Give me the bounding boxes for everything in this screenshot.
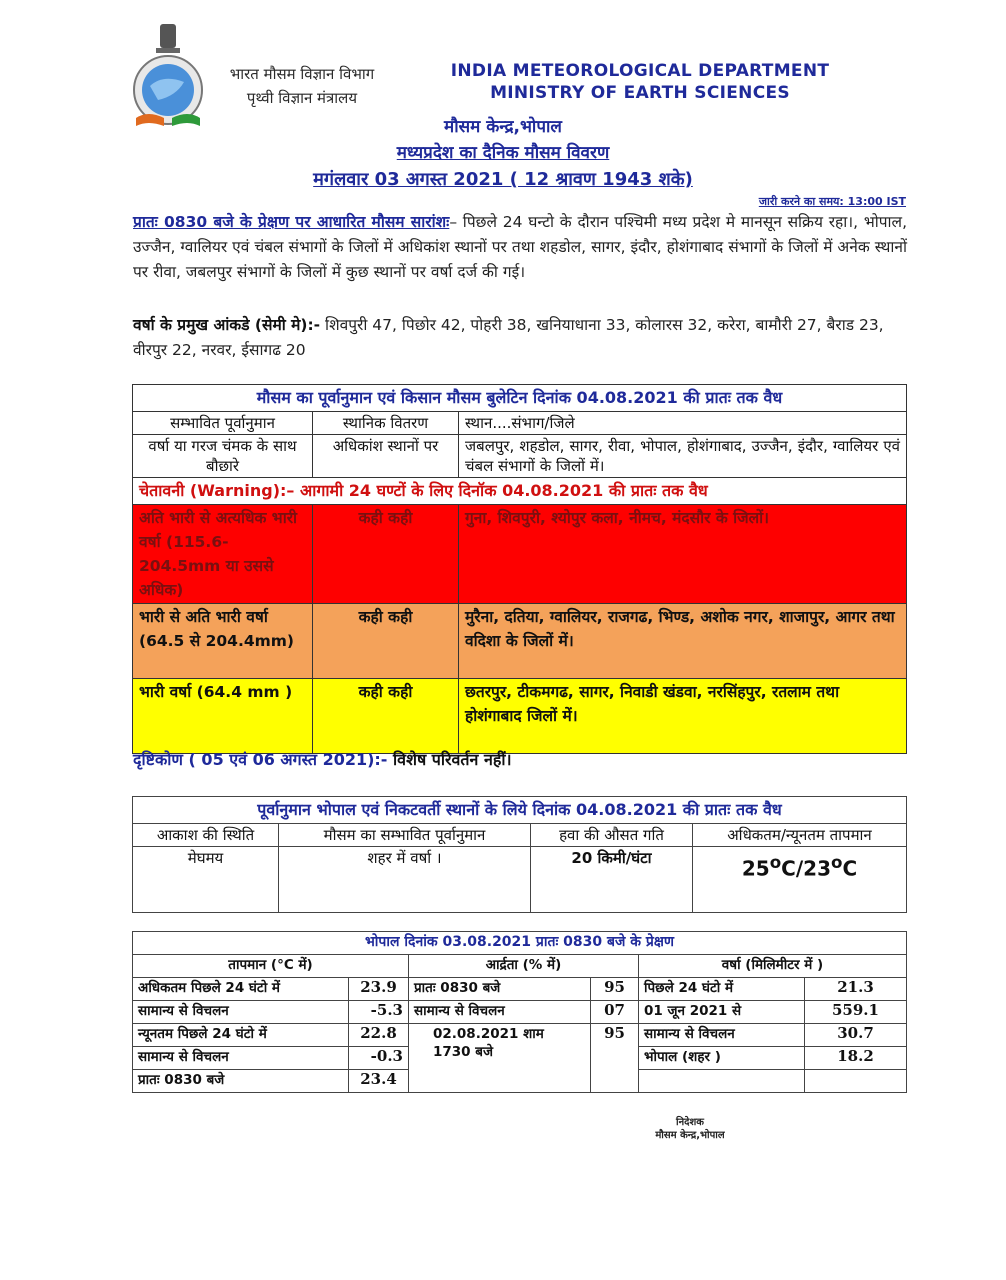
temp-unit: C bbox=[842, 856, 858, 881]
humidity-label: प्रातः 0830 बजे bbox=[409, 978, 591, 1001]
bhopal-forecast-title: पूर्वानुमान भोपाल एवं निकटवर्ती स्थानों के लिये दिनांक 04.08.2021 की प्रातः तक वैध bbox=[133, 797, 907, 824]
ministry-english: MINISTRY OF EARTH SCIENCES bbox=[490, 83, 790, 103]
warning-districts: छतरपुर, टीकमगढ, सागर, निवाडी खंडवा, नरसिंहपुर, रतलाम तथा होशंगाबाद जिलों में। bbox=[459, 679, 907, 754]
column-header: अधिकतम/न्यूनतम तापमान bbox=[693, 824, 907, 847]
forecast-warning-table bbox=[132, 384, 907, 754]
column-header: मौसम का सम्भावित पूर्वानुमान bbox=[279, 824, 531, 847]
dept-name-english bbox=[420, 60, 860, 104]
humidity-value: 95 bbox=[591, 978, 639, 1001]
forecast-table-title: मौसम का पूर्वानुमान एवं किसान मौसम बुलेटिन दिनांक 04.08.2021 की प्रातः तक वैध bbox=[133, 385, 907, 412]
rainfall-label: वर्षा के प्रमुख आंकडे (सेमी मे):- bbox=[133, 316, 321, 334]
rain-label: सामान्य से विचलन bbox=[639, 1024, 805, 1047]
humidity-value: 07 bbox=[591, 1001, 639, 1024]
min-temp: 23 bbox=[803, 856, 831, 881]
outlook-label: दृष्टिकोण ( 05 एवं 06 अगस्त 2021):- bbox=[133, 750, 388, 769]
warning-districts: मुरैना, दतिया, ग्वालियर, राजगढ, भिण्ड, अशोक नगर, शाजापुर, आगर तथा वदिशा के जिलों में। bbox=[459, 604, 907, 679]
report-title: मध्यप्रदेश का दैनिक मौसम विवरण bbox=[396, 143, 610, 163]
forecast-places: जबलपुर, शहडोल, सागर, रीवा, भोपाल, होशंगाबाद, उज्जैन, इंदौर, ग्वालियर एवं चंबल संभागों के जिलों में। bbox=[459, 435, 907, 478]
warning-row-red bbox=[133, 505, 907, 604]
humidity-label: सामान्य से विचलन bbox=[409, 1001, 591, 1024]
signature-block bbox=[610, 1116, 770, 1142]
rainfall-text: शिवपुरी 47, पिछोर 42, पोहरी 38, खनियाधाना 33, कोलारस 32, करेरा, बामौरी 27, बैराड 23, वीरपुर 22, नरवर, ईसागढ 20 bbox=[133, 316, 884, 359]
warning-category: भारी से अति भारी वर्षा (64.5 से 204.4mm) bbox=[133, 604, 313, 679]
rainfall-header: वर्षा (मिलिमीटर में ) bbox=[639, 955, 907, 978]
dept-english: INDIA METEOROLOGICAL DEPARTMENT bbox=[450, 61, 830, 81]
report-date: मगंलवार 03 अगस्त 2021 ( 12 श्रावण 1943 शके) bbox=[313, 169, 693, 190]
max-temp: 25 bbox=[741, 856, 770, 881]
issue-time: जारी करने का समय: 13:00 IST bbox=[758, 195, 906, 208]
rainfall-highlights bbox=[133, 313, 907, 363]
rain-label: पिछले 24 घंटो में bbox=[639, 978, 805, 1001]
forecast-distribution: अधिकांश स्थानों पर bbox=[313, 435, 459, 478]
outlook bbox=[133, 748, 512, 770]
dept-hindi: भारत मौसम विज्ञान विभाग bbox=[229, 65, 375, 83]
temp-value: 22.8 bbox=[349, 1024, 409, 1047]
humidity-value: 95 bbox=[591, 1024, 639, 1093]
summary-label: प्रातः 0830 बजे के प्रेक्षण पर आधारित मौसम सारांशः bbox=[133, 213, 450, 231]
signature-title: निदेशक bbox=[676, 1117, 704, 1128]
observations-title: भोपाल दिनांक 03.08.2021 प्रातः 0830 बजे के प्रेक्षण bbox=[133, 932, 907, 955]
ministry-hindi: पृथ्वी विज्ञान मंत्रालय bbox=[246, 89, 358, 107]
observations-table bbox=[132, 931, 907, 1093]
warning-distribution: कही कही bbox=[313, 604, 459, 679]
temp-label: प्रातः 0830 बजे bbox=[133, 1070, 349, 1093]
column-header: हवा की औसत गति bbox=[531, 824, 693, 847]
temp-label: न्यूनतम पिछले 24 घंटो में bbox=[133, 1024, 349, 1047]
empty-cell bbox=[639, 1070, 805, 1093]
humidity-label: 02.08.2021 शाम 1730 बजे bbox=[409, 1024, 591, 1093]
dept-name-hindi bbox=[218, 62, 386, 110]
temp-value: 23.9 bbox=[349, 978, 409, 1001]
signature-office: मौसम केन्द्र,भोपाल bbox=[655, 1130, 725, 1141]
warning-category: अति भारी से अत्यधिक भारी वर्षा (115.6-204.5mm या उससे अधिक) bbox=[133, 505, 313, 604]
forecast-type: वर्षा या गरज चंमक के साथ बौछारे bbox=[133, 435, 313, 478]
warning-category: भारी वर्षा (64.4 mm ) bbox=[133, 679, 313, 754]
weather-summary bbox=[133, 210, 907, 285]
temp-value: -5.3 bbox=[349, 1001, 409, 1024]
weather-forecast: शहर में वर्षा । bbox=[279, 847, 531, 913]
warning-distribution: कही कही bbox=[313, 505, 459, 604]
rain-value: 559.1 bbox=[805, 1001, 907, 1024]
rain-value: 21.3 bbox=[805, 978, 907, 1001]
rain-value: 18.2 bbox=[805, 1047, 907, 1070]
wind-speed: 20 किमी/घंटा bbox=[531, 847, 693, 913]
column-header: स्थान....संभाग/जिले bbox=[459, 412, 907, 435]
temp-unit: C bbox=[781, 856, 796, 881]
column-header: आकाश की स्थिति bbox=[133, 824, 279, 847]
humidity-header: आर्द्रता (% में) bbox=[409, 955, 639, 978]
warning-title: चेतावनी (Warning):– आगामी 24 घण्टों के लिए दिनॉक 04.08.2021 की प्रातः तक वैध bbox=[133, 478, 907, 505]
rain-label: 01 जून 2021 से bbox=[639, 1001, 805, 1024]
warning-row-yellow bbox=[133, 679, 907, 754]
column-header: सम्भावित पूर्वानुमान bbox=[133, 412, 313, 435]
rain-label: भोपाल (शहर ) bbox=[639, 1047, 805, 1070]
temp-label: सामान्य से विचलन bbox=[133, 1001, 349, 1024]
max-min-temp: 25$^o$C/23$^o$C bbox=[693, 847, 907, 913]
empty-cell bbox=[805, 1070, 907, 1093]
outlook-text: विशेष परिवर्तन नहीं। bbox=[387, 750, 512, 769]
sky-condition: मेघमय bbox=[133, 847, 279, 913]
bhopal-forecast-table bbox=[132, 796, 907, 913]
warning-row-orange bbox=[133, 604, 907, 679]
summary-text: – पिछले 24 घन्टो के दौरान पश्चिमी मध्य प्रदेश मे मानसून सक्रिय रहा।, भोपाल, उज्जैन, ग्वालियर एवं चंबल संभागों के जिलों में अधिकांश स्थानों पर तथा शहडोल, सागर, इंदौर, होशंगाबाद संभागों के जिलों में अनेक स्थानों पर रीवा, जबलपुर संभागों के जिलों में कुछ स्थानों पर वर्षा दर्ज की गई। bbox=[133, 213, 907, 281]
rain-value: 30.7 bbox=[805, 1024, 907, 1047]
column-header: स्थानिक वितरण bbox=[313, 412, 459, 435]
warning-distribution: कही कही bbox=[313, 679, 459, 754]
warning-districts: गुना, शिवपुरी, श्योपुर कला, नीमच, मंदसौर के जिलों। bbox=[459, 505, 907, 604]
centre-title: मौसम केन्द्र,भोपाल bbox=[444, 117, 562, 137]
temp-label: सामान्य से विचलन bbox=[133, 1047, 349, 1070]
temperature-header: तापमान (°C में) bbox=[133, 955, 409, 978]
temp-value: 23.4 bbox=[349, 1070, 409, 1093]
temp-label: अधिकतम पिछले 24 घंटो में bbox=[133, 978, 349, 1001]
temp-value: -0.3 bbox=[349, 1047, 409, 1070]
